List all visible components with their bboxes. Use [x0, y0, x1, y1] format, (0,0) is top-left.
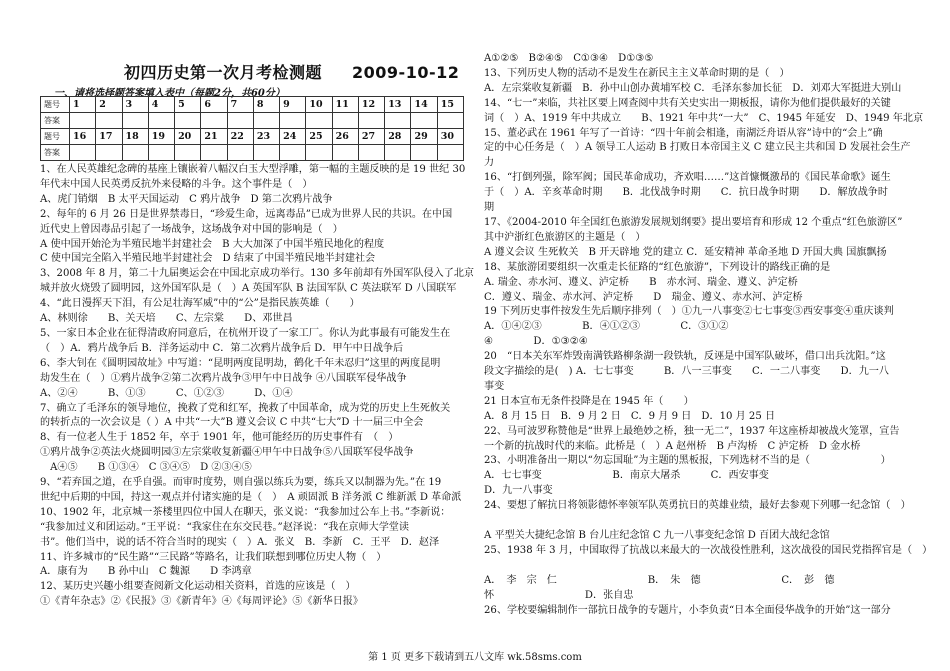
section-heading: 一、请将选择题答案填入表中（每题2分，共60分） [54, 88, 285, 99]
question-number-cell: 16 [70, 129, 96, 145]
question-number-cell: 9 [280, 97, 306, 113]
question-line: 9、“若弃国之道，在乎自强。而审时度势，则自强以练兵为要，练兵又以制器为先。”在 19 [40, 477, 442, 489]
answer-cell[interactable] [70, 145, 96, 161]
question-line: 的转折点的一次会议是（ ）A 中共“一大”B 遵义会议 C 中共“七大”D 十一届三中全会 [40, 417, 424, 429]
answer-cell[interactable] [175, 113, 201, 129]
question-line: A④⑤ B ①③④ C ③④⑤ D ②③④⑤ [40, 462, 252, 474]
question-line: 19 下列历史事件按发生先后顺序排列（ ）①九一八事变②七七事变③西安事变④重庆谈判 [484, 306, 894, 318]
question-number-cell: 2 [96, 97, 122, 113]
row-label: 答案 [41, 145, 70, 161]
answer-cell[interactable] [411, 113, 437, 129]
answer-cell[interactable] [253, 113, 279, 129]
question-line: A. 瑞金、赤水河、遵义、泸定桥 B 赤水河、瑞金、遵义、泸定桥 [484, 276, 798, 288]
question-number-cell: 21 [201, 129, 227, 145]
answer-cell[interactable] [385, 113, 411, 129]
question-line: 6、李大钊在《圆明园故址》中写道：“昆明两度昆明劫，鹤化千年未忍归”这里的两度昆明 [40, 357, 441, 369]
question-line: A．①④②③ B．④①②③ C．③①② [484, 321, 729, 333]
question-line [484, 514, 914, 529]
question-line: A、虎门销烟 B 太平天国运动 C 鸦片战争 D 第二次鸦片战争 [40, 193, 333, 205]
answer-cell[interactable] [385, 145, 411, 161]
answer-cell[interactable] [437, 145, 463, 161]
question-line: 怀 D．张自忠 [484, 589, 634, 601]
question-line: 18、某旅游团要组织一次重走长征路的“红色旅游”，下列设计的路线正确的是 [484, 261, 831, 273]
question-line: A 平型关大捷纪念馆 B 台儿庄纪念馆 C 九一八事变纪念馆 D 百团大战纪念馆 [484, 529, 830, 541]
page-footer: 第 1 页 更多下载请到五八文库 wk.58sms.com [368, 652, 582, 663]
answer-cell[interactable] [280, 145, 306, 161]
table-row [41, 97, 464, 113]
question-line: A．左宗棠收复新疆 B．孙中山创办黄埔军校 C．毛泽东参加长征 D．刘邓大军挺进大别山 [484, 82, 902, 94]
question-line: 定的中心任务是（ ）A 领导工人运动 B 打败日本帝国主义 C 建立民主共和国 D 发展社会生产 [484, 142, 911, 154]
question-line: （ ）A．鸦片战争后 B．洋务运动中 C．第二次鸦片战争后 D．甲午中日战争后 [40, 342, 404, 354]
answer-cell[interactable] [148, 113, 174, 129]
question-number-cell: 3 [122, 97, 148, 113]
question-line: 城并放火烧毁了圆明园，这外国军队是（ ）A 英国军队 B 法国军队 C 英法联军 D 八国联军 [40, 283, 457, 295]
question-line: 16、“打倒列强，除军阀；国民革命成功，齐欢唱……”这首慷慨激昂的《国民革命歌》诞生 [484, 172, 891, 184]
question-number-cell: 15 [437, 97, 463, 113]
question-line: 8、有一位老人生于 1852 年，卒于 1901 年，他可能经历的历史事件有 （ ） [40, 432, 399, 444]
question-line: D．九一八事变 [484, 485, 553, 497]
question-number-cell: 18 [122, 129, 148, 145]
answer-cell[interactable] [332, 113, 358, 129]
answer-cell[interactable] [96, 113, 122, 129]
question-line: 7、确立了毛泽东的领导地位，挽救了党和红军，挽救了中国革命，成为党的历史上生死攸关 [40, 402, 451, 414]
answer-cell[interactable] [358, 113, 384, 129]
question-number-cell: 17 [96, 129, 122, 145]
question-line: 23、小明准备出一期以“勿忘国耻”为主题的黑板报，下列选材不当的是（ ） [484, 455, 891, 467]
question-number-cell: 5 [175, 97, 201, 113]
question-number-cell: 30 [437, 129, 463, 145]
answer-cell[interactable] [70, 113, 96, 129]
question-number-cell: 12 [358, 97, 384, 113]
question-line: 年代末中国人民英勇反抗外来侵略的斗争。这个事件是（ ） [40, 178, 313, 190]
question-number-cell: 24 [280, 129, 306, 145]
question-line: 14、“七一”来临，共社区要上网查阅中共有关史实出一期板报，请你为他们提供最好的关键 [484, 97, 891, 109]
question-number-cell: 8 [253, 97, 279, 113]
row-label: 题号 [41, 97, 70, 113]
question-number-cell: 13 [385, 97, 411, 113]
question-line: 20 “日本关东军炸毁南满铁路柳条湖一段铁轨，反诬是中国军队破坏，借口出兵沈阳。”这 [484, 351, 886, 363]
table-row [41, 145, 464, 161]
question-number-cell: 10 [306, 97, 332, 113]
answer-cell[interactable] [175, 145, 201, 161]
row-label: 题号 [41, 129, 70, 145]
question-number-cell: 14 [411, 97, 437, 113]
question-line: 事变 [484, 380, 505, 392]
right-column-questions [484, 52, 933, 618]
question-line: 17、《2004-2010 年全国红色旅游发展规划纲要》提出要培育和形成 12 个重点“红色旅游区” [484, 216, 903, 228]
question-line: 于（ ）A．辛亥革命时期 B．北伐战争时期 C．抗日战争时期 D．解放战争时 [484, 187, 888, 199]
answer-cell[interactable] [122, 113, 148, 129]
question-line: 24、要想了解抗日将领影德怀率领军队英勇抗日的英雄业绩，最好去参观下列哪一纪念馆（ ） [484, 500, 911, 512]
answer-cell[interactable] [148, 145, 174, 161]
question-line: A．康有为 B 孙中山 C 魏源 D 李鸿章 [40, 566, 252, 578]
page-title [124, 60, 459, 83]
answer-cell[interactable] [253, 145, 279, 161]
question-line: 词（ ）A、1919 年中共成立 B、1921 年中共“一大” C、1945 年延安 D、1949 年北京 [484, 112, 924, 124]
answer-cell[interactable] [122, 145, 148, 161]
question-line: 世纪中后期的中国，持这一观点并付诸实施的是（ ） A 顽固派 B 洋务派 C 维新派 D 革命派 [40, 491, 462, 503]
question-number-cell: 19 [148, 129, 174, 145]
question-number-cell: 25 [306, 129, 332, 145]
question-line: A 使中国开始沦为半殖民地半封建社会 B 大大加深了中国半殖民地化的程度 [40, 238, 385, 250]
answer-cell[interactable] [306, 113, 332, 129]
question-line: 一个新的抗战时代的来临。此桥是（ ）A 赵州桥 B 卢沟桥 C 泸定桥 D 金水桥 [484, 440, 861, 452]
question-line: 劫发生在（ ）①鸦片战争②第二次鸦片战争③甲午中日战争 ④八国联军侵华战争 [40, 372, 407, 384]
table-row [41, 113, 464, 129]
answer-cell[interactable] [201, 145, 227, 161]
question-line: 2、每年的 6 月 26 日是世界禁毒日，“珍爱生命，远离毒品”已成为世界人民的共识。在中国 [40, 208, 453, 220]
question-line: 3、2008 年 8 月，第二十九届奥运会在中国北京成功举行。130 多年前却有外国军队侵入了北京 [40, 268, 475, 280]
question-line: 15、董必武在 1961 年写了一首诗：“四十年前会相逢，南湖泛舟语从容”诗中的“会上”确 [484, 127, 883, 139]
question-line: C 使中国完全陷入半殖民地半封建社会 D 结束了中国半殖民地半封建社会 [40, 253, 376, 265]
question-line: 5、一家日本企业在征得清政府同意后，在杭州开设了一家工厂。你认为此事最有可能发生在 [40, 327, 451, 339]
question-line: A．8 月 15 日 B．9 月 2 日 C．9 月 9 日 D．10 月 25 日 [484, 410, 776, 422]
question-number-cell: 1 [70, 97, 96, 113]
question-number-cell: 22 [227, 129, 253, 145]
question-line: A、林则徐 B、关天培 C、左宗棠 D、邓世昌 [40, 313, 293, 325]
question-number-cell: 6 [201, 97, 227, 113]
answer-cell[interactable] [96, 145, 122, 161]
answer-cell[interactable] [437, 113, 463, 129]
question-line: 11、许多城市的“民生路”“三民路”等路名，让我们联想到哪位历史人物（ ） [40, 551, 387, 563]
question-number-cell: 23 [253, 129, 279, 145]
table-row [41, 129, 464, 145]
question-line: 期 [484, 202, 495, 214]
question-line: 段文字描绘的是( ) A．七七事变 B．八一三事变 C．一二八事变 D．九一八 [484, 366, 889, 378]
answer-cell[interactable] [280, 113, 306, 129]
question-line: 10、1902 年，北京城一茶楼里四位中国人在聊天，张义说：“我参加过公车上书。”李新说： [40, 506, 451, 518]
question-line: 25、1938 年 3 月，中国取得了抗战以来最大的一次战役性胜利，这次战役的国民党指挥官是（ ） [484, 544, 933, 556]
question-line: A、②④ B、①③ C、①②③ D、①④ [40, 387, 293, 399]
question-line: 力 [484, 157, 495, 169]
question-line: ④ D．①③②④ [484, 336, 588, 348]
question-line: 近代史上曾因毒品引起了一场战争，这场战争对中国的影响是（ ） [40, 223, 343, 235]
answer-table [40, 96, 464, 161]
answer-cell[interactable] [332, 145, 358, 161]
title-text: 初四历史第一次月考检测题 [124, 63, 323, 82]
question-number-cell: 11 [332, 97, 358, 113]
question-line: 22、马可波罗称赞他是“世界上最绝妙之桥，独一无二”，1937 年这座桥却被战火笼罩，宣告 [484, 425, 900, 437]
question-line: ①鸦片战争②英法火烧圆明园③左宗棠收复新疆④甲午中日战争⑤八国联军侵华战争 [40, 447, 414, 459]
question-line: 12、某历史兴趣小组要查阅新文化运动相关资料，首选的应该是（ ） [40, 581, 356, 593]
question-number-cell: 4 [148, 97, 174, 113]
question-line: C．遵义、瑞金、赤水河、泸定桥 D 瑞金、遵义、赤水河、泸定桥 [484, 291, 803, 303]
answer-cell[interactable] [358, 145, 384, 161]
row-label: 答案 [41, 113, 70, 129]
question-line [484, 559, 914, 574]
title-date: 2009-10-12 [352, 63, 460, 82]
question-line: 其中沪浙红色旅游区的主题是（ ） [484, 231, 646, 243]
question-number-cell: 27 [358, 129, 384, 145]
question-line: 1、在人民英雄纪念碑的基座上镶嵌着八幅汉白玉大型浮雕，第一幅的主题反映的是 19 世纪 30 [40, 164, 466, 175]
question-number-cell: 28 [385, 129, 411, 145]
question-line: 4、“此日漫挥天下泪，有公足壮海军威”中的“公”是指民族英雄（ ） [40, 298, 360, 310]
answer-cell[interactable] [411, 145, 437, 161]
question-line: A．七七事变 B．南京大屠杀 C．西安事变 [484, 470, 769, 482]
question-line: ①《青年杂志》②《民报》③《新青年》④《每周评论》⑤《新华日报》 [40, 596, 363, 608]
question-number-cell: 29 [411, 129, 437, 145]
question-number-cell: 26 [332, 129, 358, 145]
question-line: 21 日本宣布无条件投降是在 1945 年（ ） [484, 395, 694, 407]
answer-cell[interactable] [227, 113, 253, 129]
answer-cell[interactable] [201, 113, 227, 129]
question-number-cell: 20 [175, 129, 201, 145]
answer-cell[interactable] [227, 145, 253, 161]
question-line: “我参加过义和团运动。”王平说：“我家住在东交民巷。”赵泽说：“我在京师大学堂读 [40, 521, 409, 533]
answer-cell[interactable] [306, 145, 332, 161]
question-number-cell: 7 [227, 97, 253, 113]
question-line: A． 李 宗 仁 B． 朱 德 C． 彭 德 [484, 574, 835, 586]
question-line: 13、下列历史人物的活动不是发生在新民主主义革命时期的是（ ） [484, 67, 790, 79]
question-line: 26、学校要编辑制作一部抗日战争的专题片，小李负责“日本全面侵华战争的开始”这一部分 [484, 604, 891, 616]
question-line: A①②⑤ B②④⑤ C①③④ D①③⑤ [484, 53, 654, 64]
question-line: 书”。他们当中，说的话不符合当时的现实（ ）A．张义 B．李新 C．王平 D．赵泽 [40, 536, 440, 548]
left-column-questions [40, 163, 475, 610]
question-line: A 遵义会议 生死攸关 B 开天辟地 党的建立 C．延安精神 革命圣地 D 开国大典 国旗飘扬 [484, 246, 887, 258]
